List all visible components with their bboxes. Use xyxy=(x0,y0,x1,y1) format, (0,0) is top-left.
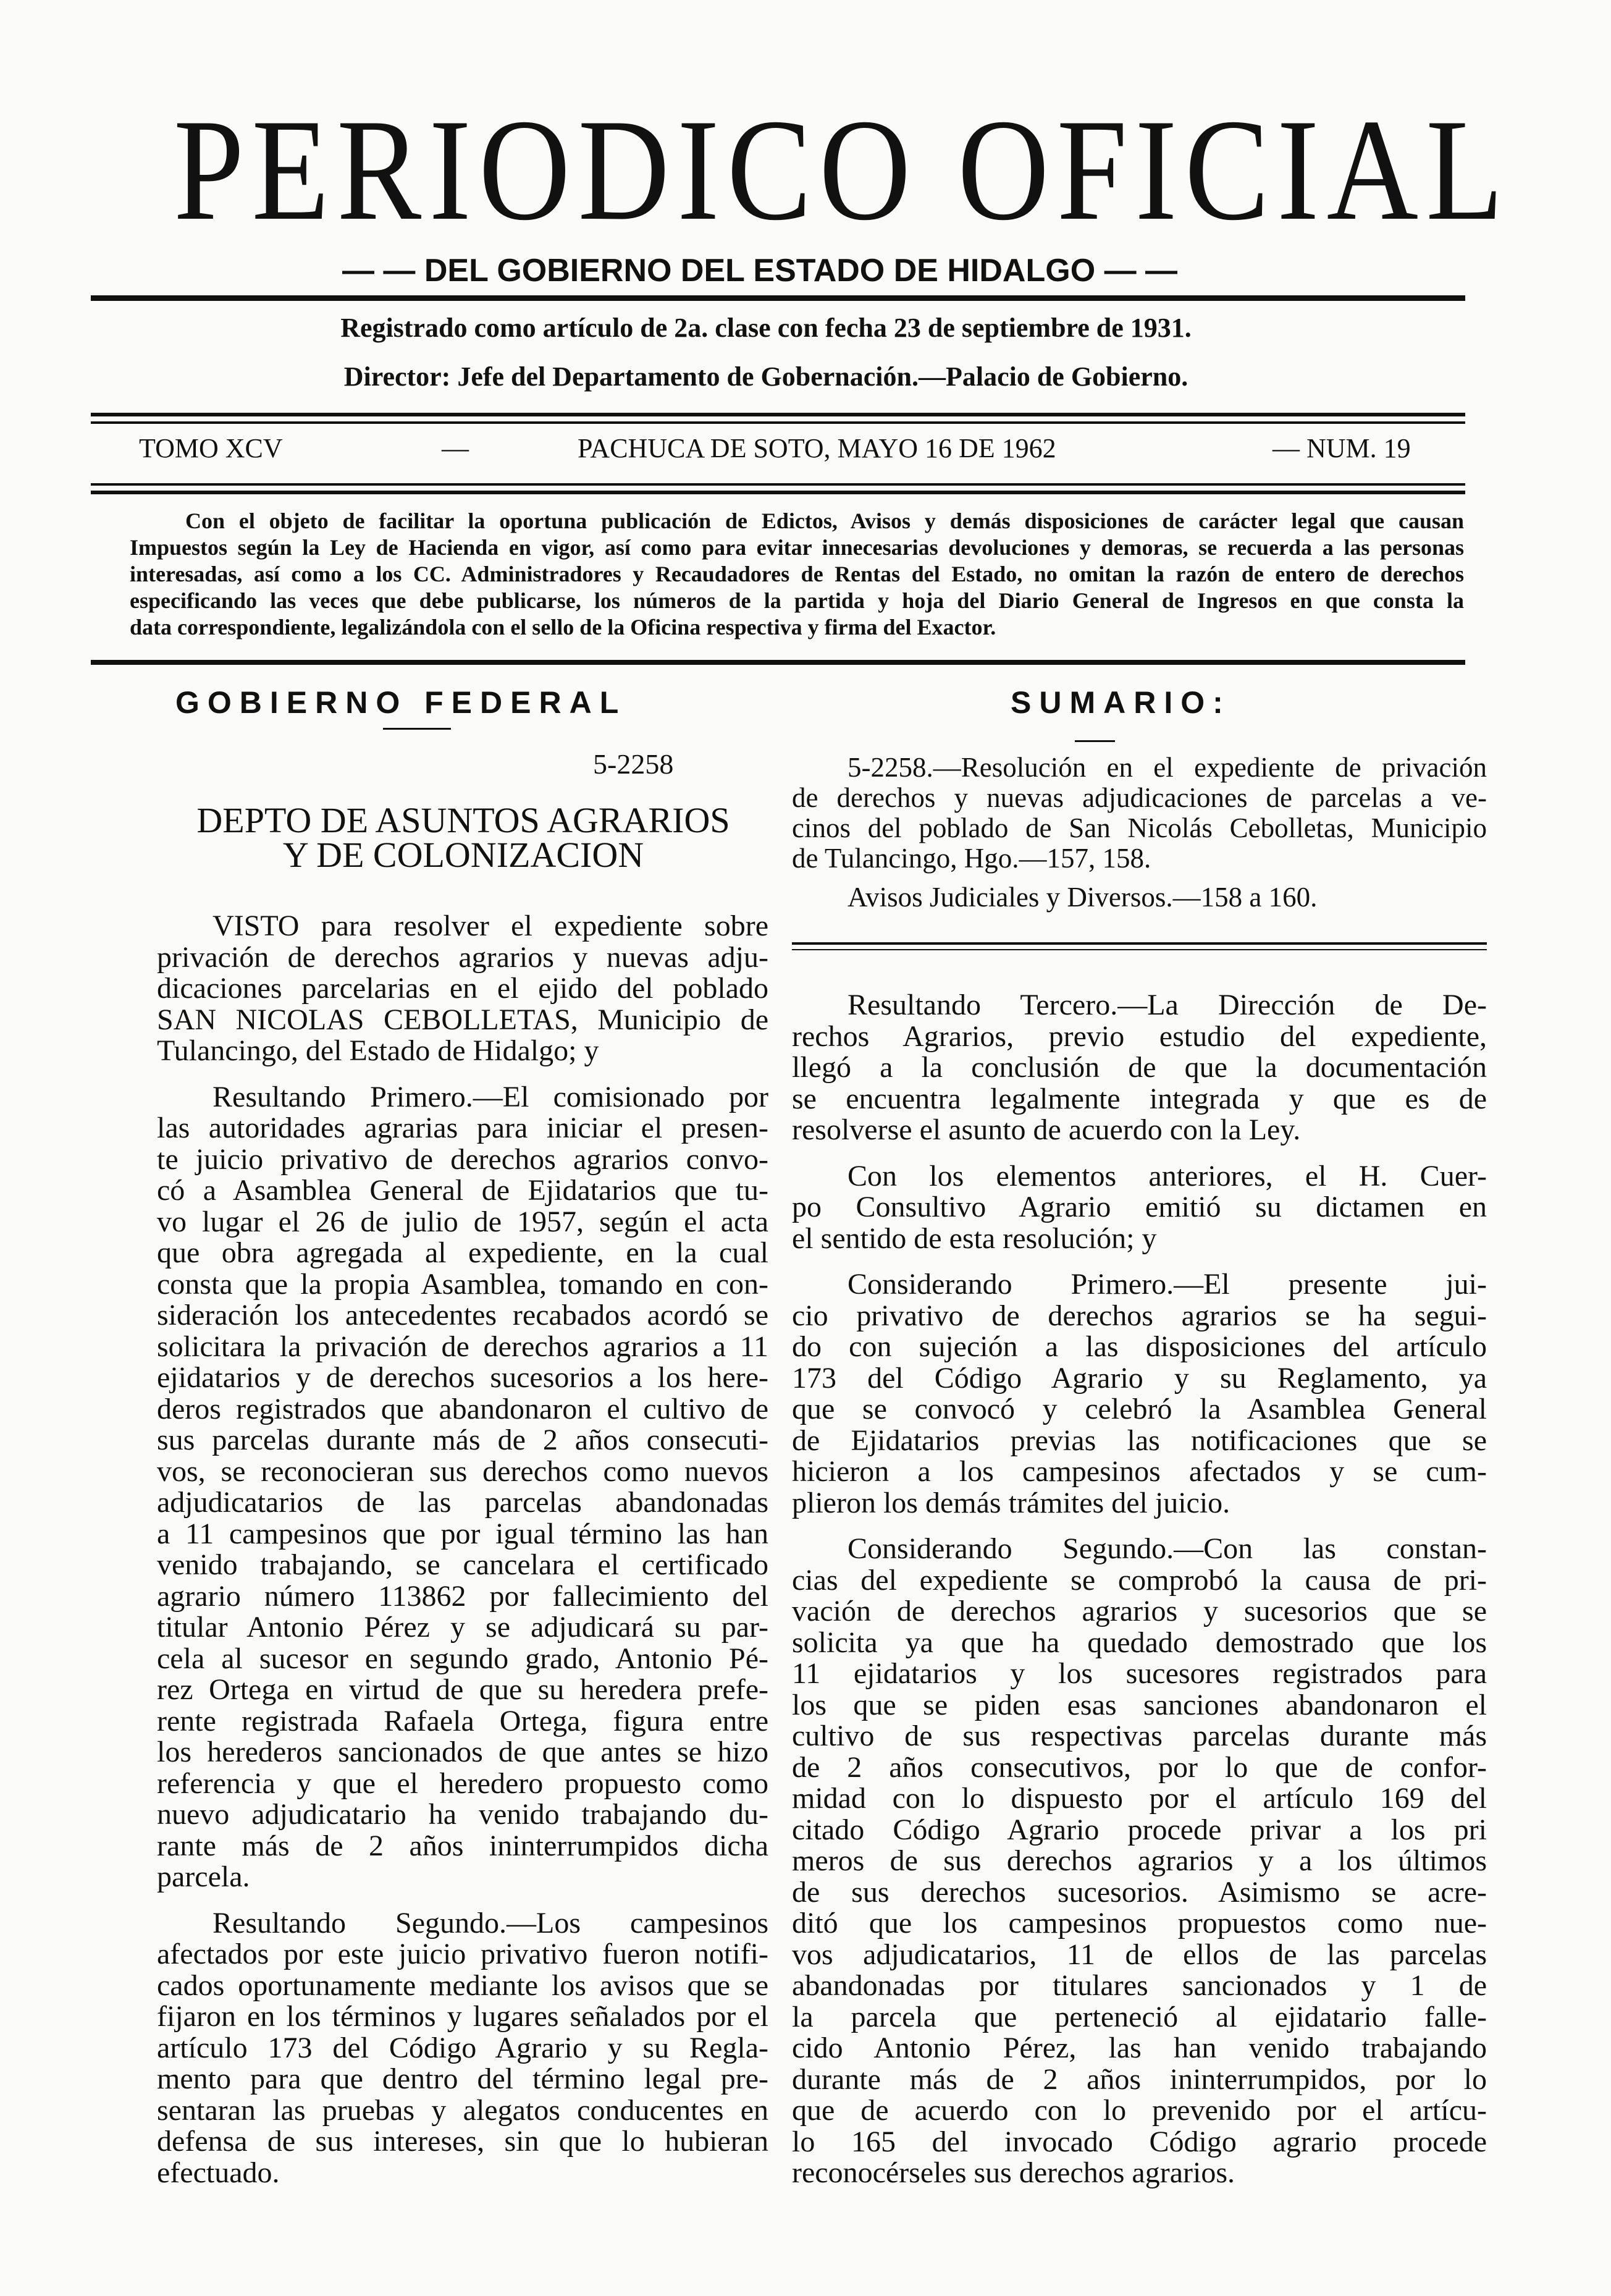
text-line: reconocérseles sus derechos agrarios. xyxy=(792,2156,1235,2189)
department-heading xyxy=(154,800,772,875)
text-line: cias del expediente se comprobó la causa de pri- xyxy=(792,1563,1487,1597)
text-line: cido Antonio Pérez, las han venido trabajando xyxy=(792,2032,1487,2064)
text-line: llegó a la conclusión de que la documentación xyxy=(792,1051,1487,1084)
text-line: citado Código Agrario procede privar a los pri xyxy=(792,1813,1487,1846)
place-date: PACHUCA DE SOTO, MAYO 16 DE 1962 xyxy=(578,433,1056,463)
divider xyxy=(383,728,451,730)
divider xyxy=(792,949,1487,950)
text-line: efectuado. xyxy=(157,2156,280,2189)
section-gobierno-federal: GOBIERNO FEDERAL xyxy=(175,685,627,720)
text-line: de Tulancingo, Hgo.—157, 158. xyxy=(792,843,1151,874)
tomo: TOMO XCV xyxy=(139,433,283,463)
text-line: hicieron a los campesinos afectados y se cum- xyxy=(792,1455,1487,1488)
text-line: se encuentra legalmente integrada y que es de xyxy=(792,1082,1487,1115)
text-line: ejidatarios y de derechos sucesorios a los here- xyxy=(157,1361,768,1394)
text-line: vos adjudicatarios, 11 de ellos de las parcelas xyxy=(792,1938,1487,1971)
text-line: Considerando Primero.—El presente jui- xyxy=(848,1268,1487,1301)
paragraph xyxy=(792,1534,1487,2189)
text-line: SAN NICOLAS CEBOLLETAS, Municipio de xyxy=(157,1003,768,1036)
text-line: los que se piden esas sanciones abandonaron el xyxy=(792,1688,1487,1721)
left-column xyxy=(157,911,768,2203)
text-line: las autoridades agrarias para iniciar el presen- xyxy=(157,1112,768,1144)
text-line: nuevo adjudicatario ha venido trabajando du- xyxy=(157,1798,768,1831)
paragraph xyxy=(792,882,1487,913)
director-line: Director: Jefe del Departamento de Gobernación.—Palacio de Gobierno. xyxy=(343,361,1188,392)
text-line: titular Antonio Pérez y se adjudicará su par- xyxy=(157,1611,768,1644)
paragraph xyxy=(157,1082,768,1893)
text-line: Resultando Primero.—El comisionado por xyxy=(212,1080,768,1113)
text-line: 173 del Código Agrario y su Reglamento, ya xyxy=(792,1361,1487,1395)
text-line: Considerando Segundo.—Con las constan- xyxy=(848,1532,1487,1565)
text-line: mento para que dentro del término legal pre- xyxy=(157,2062,768,2095)
notice-line: interesadas, así como a los CC. Administradores y Recaudadores de Rentas del Estado, no omitan la razón de entero de derechos xyxy=(130,562,1464,586)
section-sumario: SUMARIO: xyxy=(1011,685,1231,720)
text-line: VISTO para resolver el expediente sobre xyxy=(212,910,768,942)
text-line: cinos del poblado de San Nicolás Cebolletas, Municipio xyxy=(792,812,1487,843)
text-line: vos, se reconocieran sus derechos como nuevos xyxy=(157,1454,768,1488)
text-line: 5-2258.—Resolución en el expediente de privación xyxy=(848,752,1487,783)
text-line: ditó que los campesinos propuestos como nue- xyxy=(792,1907,1487,1939)
summary-list xyxy=(792,753,1487,921)
text-line: abandonadas por titulares sancionados y 1 de xyxy=(792,1969,1487,2002)
text-line: vo lugar el 26 de julio de 1957, según el acta xyxy=(157,1205,768,1238)
text-line: deros registrados que abandonaron el cultivo de xyxy=(157,1392,768,1425)
text-line: referencia y que el heredero propuesto como xyxy=(157,1766,768,1800)
text-line: Avisos Judiciales y Diversos.—158 a 160. xyxy=(848,882,1318,913)
text-line: parcela. xyxy=(157,1860,250,1893)
text-line: lo 165 del invocado Código agrario procede xyxy=(792,2125,1487,2158)
text-line: de sus derechos sucesorios. Asimismo se acre- xyxy=(792,1875,1487,1909)
text-line: Resultando Segundo.—Los campesinos xyxy=(212,1906,768,1939)
divider xyxy=(91,660,1465,665)
text-line: de derechos y nuevas adjudicaciones de parcelas a ve- xyxy=(792,782,1487,813)
notice-line: Con el objeto de facilitar la oportuna publicación de Edictos, Avisos y demás disposiciones de carácter legal que causan xyxy=(185,509,1464,533)
text-line: que obra agregada al expediente, en la cual xyxy=(157,1236,768,1269)
text-line: te juicio privativo de derechos agrarios convo- xyxy=(157,1142,768,1176)
paragraph xyxy=(792,753,1487,874)
text-line: cela al sucesor en segundo grado, Antonio Pé- xyxy=(157,1642,768,1675)
text-line: solicita ya que ha quedado demostrado que los xyxy=(792,1626,1487,1659)
paragraph xyxy=(792,990,1487,1146)
text-line: cados oportunamente mediante los avisos que se xyxy=(157,1969,768,2002)
divider xyxy=(91,413,1465,416)
heading-line: Y DE COLONIZACION xyxy=(282,835,644,875)
registration-line: Registrado como artículo de 2a. clase con fecha 23 de septiembre de 1931. xyxy=(340,313,1192,343)
notice-box xyxy=(130,508,1464,641)
text-line: venido trabajando, se cancelara el certificado xyxy=(157,1548,768,1581)
text-line: de Ejidatarios previas las notificaciones que se xyxy=(792,1424,1487,1457)
text-line: el sentido de esta resolución; y xyxy=(792,1222,1157,1255)
text-line: a 11 campesinos que por igual término las han xyxy=(157,1517,768,1550)
text-line: sus parcelas durante más de 2 años consecuti- xyxy=(157,1424,768,1456)
text-line: có a Asamblea General de Ejidatarios que tu- xyxy=(157,1174,768,1207)
right-column xyxy=(792,990,1487,2204)
text-line: Tulancingo, del Estado de Hidalgo; y xyxy=(157,1034,599,1067)
text-line: rez Ortega en virtud de que su heredera prefe- xyxy=(157,1673,768,1706)
issue-number: — NUM. 19 xyxy=(1272,433,1411,463)
text-line: do con sujeción a las disposiciones del artículo xyxy=(792,1330,1487,1363)
text-line: resolverse el asunto de acuerdo con la Ley. xyxy=(792,1113,1301,1146)
notice-line: Impuestos según la Ley de Hacienda en vigor, así como para evitar innecesarias devoluciones y demoras, se recuerda a las personas xyxy=(130,535,1464,560)
text-line: adjudicatarios de las parcelas abandonadas xyxy=(157,1486,768,1519)
text-line: que de acuerdo con lo prevenido por el artícu- xyxy=(792,2094,1487,2127)
paragraph xyxy=(792,1161,1487,1255)
heading-line: DEPTO DE ASUNTOS AGRARIOS xyxy=(196,800,730,840)
masthead-title: PERIODICO OFICIAL xyxy=(173,90,1511,251)
text-line: cio privativo de derechos agrarios se ha segui- xyxy=(792,1299,1487,1332)
paragraph xyxy=(157,911,768,1067)
text-line: durante más de 2 años ininterrumpidos, por lo xyxy=(792,2062,1487,2096)
text-line: solicitara la privación de derechos agrarios a 11 xyxy=(157,1330,768,1363)
text-line: de 2 años consecutivos, por lo que de confor- xyxy=(792,1750,1487,1784)
text-line: privación de derechos agrarios y nuevas adju- xyxy=(157,940,768,974)
paragraph xyxy=(792,1269,1487,1519)
text-line: Resultando Tercero.—La Dirección de De- xyxy=(848,989,1487,1021)
text-line: rechos Agrarios, previo estudio del expediente, xyxy=(792,1019,1487,1053)
dash: — xyxy=(442,433,469,463)
text-line: que se convocó y celebró la Asamblea General xyxy=(792,1393,1487,1425)
text-line: Con los elementos anteriores, el H. Cuer- xyxy=(848,1159,1487,1192)
text-line: la parcela que perteneció al ejidatario falle- xyxy=(792,2000,1487,2033)
notice-line: especificando las veces que debe publicarse, los números de la partida y hoja del Diario General de Ingresos en que consta la xyxy=(130,588,1464,613)
text-line: meros de sus derechos agrarios y a los últimos xyxy=(792,1844,1487,1877)
divider xyxy=(91,295,1465,301)
text-line: sentaran las pruebas y alegatos conducentes en xyxy=(157,2093,768,2127)
text-line: consta que la propia Asamblea, tomando en con- xyxy=(157,1267,768,1301)
text-line: po Consultivo Agrario emitió su dictamen en xyxy=(792,1191,1487,1223)
document-number: 5-2258 xyxy=(593,748,674,780)
text-line: los herederos sancionados de que antes se hizo xyxy=(157,1736,768,1768)
divider xyxy=(91,491,1465,494)
divider xyxy=(1075,740,1115,742)
text-line: defensa de sus intereses, sin que lo hubieran xyxy=(157,2125,768,2158)
divider xyxy=(91,483,1465,486)
text-line: rante más de 2 años ininterrumpidos dicha xyxy=(157,1829,768,1862)
text-line: sideración los antecedentes recabados acordó se xyxy=(157,1299,768,1332)
notice-line: data correspondiente, legalizándola con el sello de la Oficina respectiva y firma del Exactor. xyxy=(130,615,996,639)
divider xyxy=(91,421,1465,424)
text-line: midad con lo dispuesto por el artículo 169 del xyxy=(792,1782,1487,1815)
text-line: artículo 173 del Código Agrario y su Regla- xyxy=(157,2031,768,2064)
text-line: fijaron en los términos y lugares señalados por el xyxy=(157,2000,768,2033)
text-line: cultivo de sus respectivas parcelas durante más xyxy=(792,1720,1487,1752)
masthead-subtitle: — — DEL GOBIERNO DEL ESTADO DE HIDALGO — — xyxy=(342,253,1178,289)
text-line: afectados por este juicio privativo fueron notifi- xyxy=(157,1938,768,1970)
text-line: vación de derechos agrarios y sucesorios que se xyxy=(792,1595,1487,1627)
text-line: plieron los demás trámites del juicio. xyxy=(792,1486,1230,1519)
text-line: dicaciones parcelarias en el ejido del poblado xyxy=(157,972,768,1005)
divider xyxy=(792,942,1487,945)
text-line: agrario número 113862 por fallecimiento del xyxy=(157,1579,768,1613)
paragraph xyxy=(157,1908,768,2189)
text-line: rente registrada Rafaela Ortega, figura entre xyxy=(157,1704,768,1737)
text-line: 11 ejidatarios y los sucesores registrados para xyxy=(792,1657,1487,1690)
